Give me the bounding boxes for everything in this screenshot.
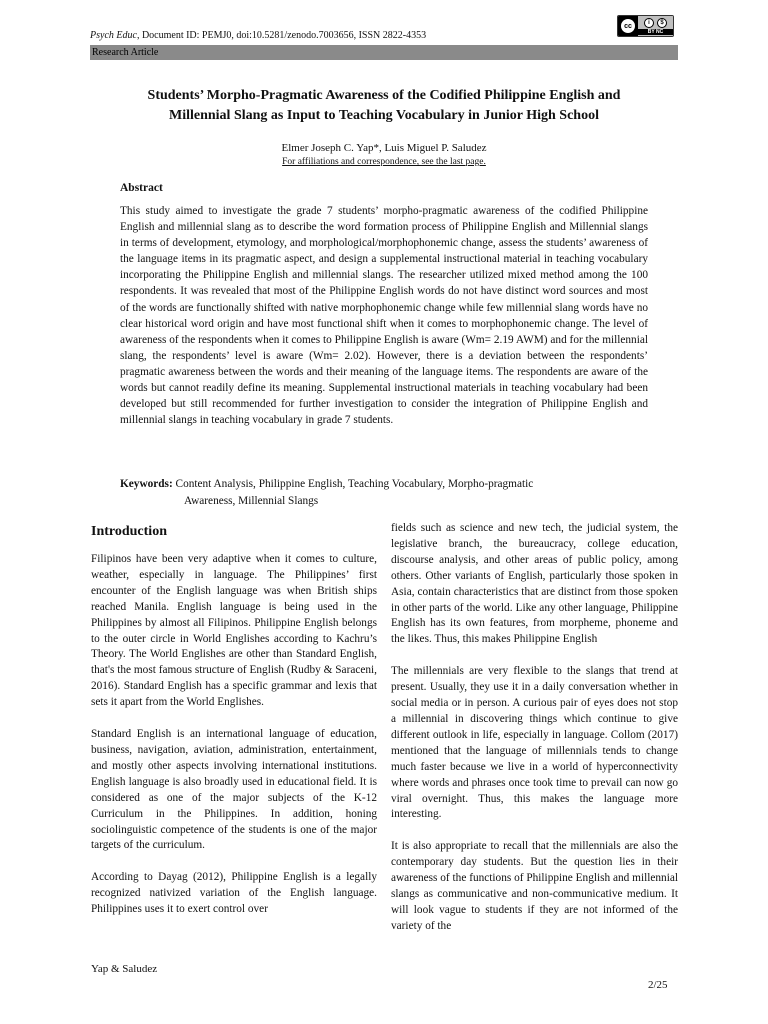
paragraph: According to Dayag (2012), Philippine English is a legally recognized nativized variation of the English language. Philippines uses it to exert control over [91, 871, 377, 916]
abstract-heading: Abstract [120, 182, 163, 194]
paragraph: fields such as science and new tech, the judicial system, the legislative branch, the bureaucracy, college education, discourse analysis, and other areas of public policy, among others. Other variants of English, particularly those spoken in Asia, contain characteristics that are distinct from those spoken in other parts of the world. Like any other language, Philippine English has its own features, from morpheme, phoneme and the likes. Thus, this makes Philippine English [391, 522, 678, 646]
paragraph: The millennials are very flexible to the slangs that trend at present. Usually, they use it in a daily conversation whether in social media or in person. A curious pair of eyes does not stop a millennial in discovering things which continue to give different outlook in life, especially in language. Collom (2017) mentioned that the language of millennials tends to change much faster because we live in a world of hyperconnectivity where words and phrases once took time to prevail can now go viral overnight. Thus, this makes the language more interesting. [391, 665, 678, 821]
noncommercial-icon: $ [657, 18, 667, 28]
journal-meta: , Document ID: PEMJ0, doi:10.5281/zenodo.7003656, ISSN 2822-4353 [136, 30, 427, 41]
cc-by-nc-icon[interactable] [617, 15, 674, 37]
title-line-2: Millennial Slang as Input to Teaching Vocabulary in Junior High School [169, 108, 599, 123]
footer-authors: Yap & Saludez [91, 963, 158, 975]
title-line-1: Students’ Morpho-Pragmatic Awareness of the Codified Philippine English and [147, 88, 621, 103]
abstract-body: This study aimed to investigate the grade 7 students’ morpho-pragmatic awareness of the codified Philippine English and millennial slang as to describe the word formation process of Philippine English and Millennial slangs in terms of development, etymology, and morphological/morphophonemic change, assess the students’ awareness of the language items in its pragmatic aspect, and design a supplemental instructional material in teaching vocabulary incorporating the Philippine English and millennial slangs. The researcher utilized mixed method among the 100 respondents. It was revealed that most of the Philippine English words do not have distinct word sources and most of the words are functionally shifted with native morphophonemic change while few millennial slang words have no clear historical word origin and have most functional shift when it comes to morphophonemic change. The level of awareness of the respondents when it comes to Philippine English is aware (Wm= 2.19 AWM) and for the millennial slang, the respondents’ level is aware (Wm= 2.02). However, there is a deviation between the respondents’ pragmatic awareness between the words and their meaning of the language items. The respondents are aware of the words but cannot readily define its meaning. Supplemental instructional materials in teaching vocabulary had been developed but still recommended for further investigation to consider the integration of Philippine English and millennial slangs in teaching vocabulary in grade 7 students. [120, 205, 648, 427]
affiliation-link[interactable]: For affiliations and correspondence, see the last page. [282, 157, 486, 167]
paragraph: It is also appropriate to recall that the millennials are also the contemporary day students. But the question lies in their awareness of the functions of Philippine English and millennial slangs as communicative and non-communicative medium. It will look vague to students if they are not informed of the variety of the [391, 840, 678, 932]
affiliation-note [90, 157, 678, 167]
paragraph: Standard English is an international language of education, business, navigation, aviation, administration, entertainment, and mostly other aspects involving international institutions. English language is also broadly used in educational field. It is considered as one of the major subjects of the K-12 Curriculum in the Philippines. In addition, honing sociolinguistic competence of the students is one of the major targets of the curriculum. [91, 728, 377, 852]
journal-name: Psych Educ [90, 30, 137, 41]
keywords-line-2: Awareness, Millennial Slangs [184, 495, 319, 507]
keywords-line-1: Content Analysis, Philippine English, Teaching Vocabulary, Morpho-pragmatic [172, 478, 534, 490]
paragraph: Filipinos have been very adaptive when it comes to culture, weather, especially in language. The Philippines’ first encounter of the English language was when British ships reached Manila. English language is being used in the Philippines by almost all Filipinos. Philippine English belongs to the outer circle in World Englishes according to Kachru’s Theory. The World Englishes are other than Standard English, that's the most famous structure of English (Rudby & Saraceni, 2016). Standard English has a specific grammar and lexis that sets it apart from the World Englishes. [91, 553, 377, 709]
license-text: BY NC [638, 29, 673, 35]
keywords-label: Keywords: [120, 478, 173, 490]
attribution-icon: i [644, 18, 654, 28]
introduction-heading: Introduction [91, 524, 167, 539]
article-type-bar [90, 45, 678, 60]
article-type: Research Article [92, 47, 159, 58]
authors: Elmer Joseph C. Yap*, Luis Miguel P. Saludez [281, 142, 487, 154]
right-column [391, 521, 678, 951]
left-column [91, 522, 377, 934]
journal-header [90, 30, 426, 41]
paper-title [90, 86, 678, 126]
keywords [120, 476, 648, 510]
page-number: 2/25 [648, 979, 668, 991]
cc-icon: cc [621, 19, 635, 33]
